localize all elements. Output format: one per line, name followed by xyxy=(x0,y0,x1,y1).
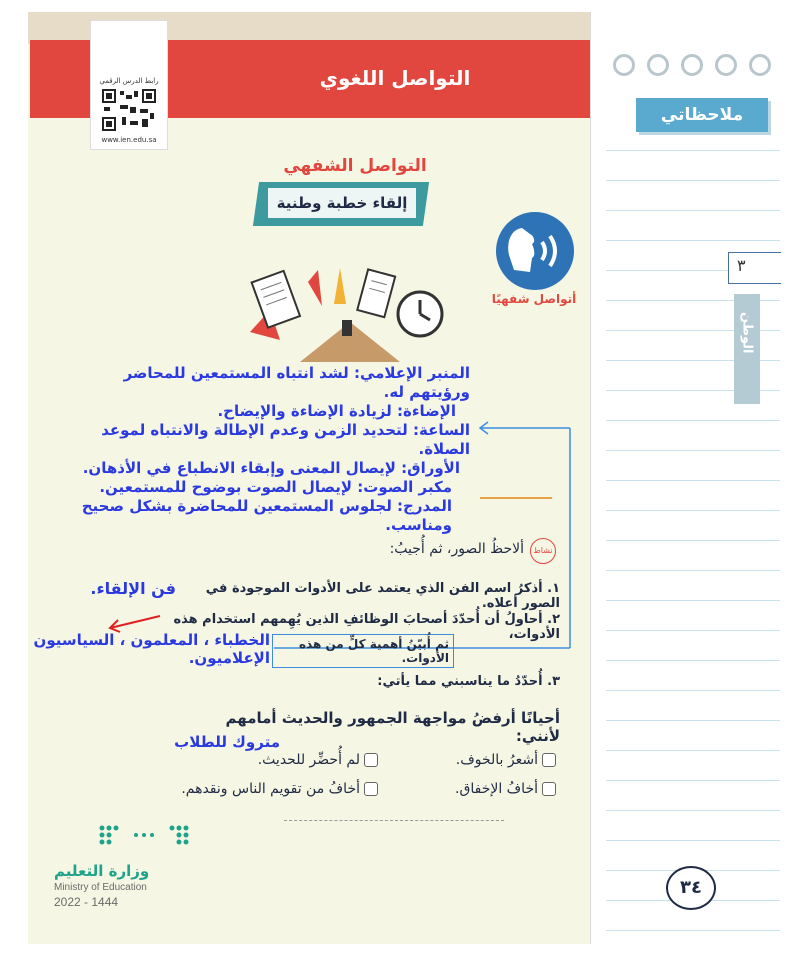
answer-2: الخطباء ، المعلمون ، السياسيون الإعلاميون. xyxy=(33,631,270,667)
ruled-line xyxy=(606,510,780,511)
choice-label: أخافُ من تقويم الناس ونقدهم. xyxy=(181,781,360,797)
choice-checkbox[interactable] xyxy=(364,782,378,796)
page-number: ٣٤ xyxy=(666,866,716,910)
ruled-line xyxy=(606,630,780,631)
question-text: أذكرُ اسم الفن الذي يعتمد على الأدوات الموجودة في الصور أعلاه. xyxy=(205,581,560,611)
ruled-line xyxy=(606,660,780,661)
left-to-students-note: متروك للطلاب xyxy=(174,733,280,751)
qr-url[interactable]: www.ien.edu.sa xyxy=(101,136,157,144)
speaking-head-icon xyxy=(496,212,574,290)
ministry-name-english: Ministry of Education xyxy=(54,882,147,893)
choice-3[interactable] xyxy=(410,781,556,797)
qr-card[interactable] xyxy=(90,20,168,150)
arrow-annotation xyxy=(104,610,164,634)
ruled-line xyxy=(606,750,780,751)
ruled-line xyxy=(606,600,780,601)
section-subheading: إلقاء خطبة وطنية xyxy=(268,188,416,218)
section-heading: التواصل الشفهي xyxy=(283,156,427,176)
choice-2[interactable] xyxy=(208,752,378,768)
ministry-logo-icon xyxy=(96,822,192,848)
choice-checkbox[interactable] xyxy=(542,753,556,767)
choice-1[interactable] xyxy=(410,752,556,768)
speaking-label: أتواصل شفهيًا xyxy=(491,292,577,306)
question-number: ٢. xyxy=(547,612,560,627)
podium-illustration xyxy=(230,262,470,362)
notes-lines xyxy=(598,0,780,955)
ruled-line xyxy=(606,690,780,691)
answer-line: ومناسب. xyxy=(385,516,452,534)
choice-checkbox[interactable] xyxy=(364,753,378,767)
speaking-icon xyxy=(496,212,574,290)
ruled-line xyxy=(606,540,780,541)
ministry-year: 2022 - 1444 xyxy=(54,895,119,909)
ruled-line xyxy=(606,780,780,781)
ruled-line xyxy=(606,930,780,931)
choice-prompt: أحيانًا أرفضُ مواجهة الجمهور والحديث أمامهم لأنني: xyxy=(225,709,560,745)
unit-number: ٣ xyxy=(737,256,746,275)
notes-title: ملاحظاتي xyxy=(660,105,744,125)
ruled-line xyxy=(606,210,780,211)
choice-label: أخافُ الإخفاق. xyxy=(455,781,538,797)
question-text: أُحدّدُ ما يناسبني مما يأتي: xyxy=(377,674,543,689)
divider xyxy=(284,820,504,821)
choice-checkbox[interactable] xyxy=(542,782,556,796)
answer-line: المدرج: لجلوس المستمعين للمحاضرة بشكل صحيح xyxy=(81,497,452,515)
choice-label: أشعرُ بالخوف. xyxy=(455,752,538,768)
ruled-line xyxy=(606,240,780,241)
choice-label: لم أُحضِّر للحديث. xyxy=(257,752,360,768)
qr-code-icon xyxy=(100,87,158,133)
unit-tab-label xyxy=(734,294,760,404)
question-2-continued: ثم أُبيّنُ أهمية كلٍّ من هذه الأدوات. xyxy=(272,634,454,668)
unit-tab xyxy=(728,252,781,284)
choice-4[interactable] xyxy=(150,781,378,797)
ruled-line xyxy=(606,420,780,421)
answer-line: الأوراق: لإيصال المعنى وإبقاء الانطباع في الأذهان. xyxy=(82,459,460,477)
ruled-line xyxy=(606,450,780,451)
answer-1: فن الإلقاء. xyxy=(90,579,176,598)
instruction: ألاحظُ الصور، ثم أُجيبُ: xyxy=(389,541,524,557)
unit-label-text: الوطن xyxy=(739,312,755,354)
ruled-line xyxy=(606,150,780,151)
ruled-line xyxy=(606,570,780,571)
answer-line: الساعة: لتحديد الزمن وعدم الإطالة والانتباه لموعد الصلاة. xyxy=(101,421,470,458)
banner-title: التواصل اللغوي xyxy=(319,66,471,90)
ruled-line xyxy=(606,810,780,811)
answer-line: الإضاءة: لزيادة الإضاءة والإيضاح. xyxy=(217,402,456,420)
question-text: أحاولُ أن أُحدّدَ أصحابَ الوظائفِ الذين يُهِمهم استخدام هذه الأدوات، xyxy=(173,612,560,642)
question-1 xyxy=(180,581,560,611)
question-3 xyxy=(300,674,560,689)
question-number: ٣. xyxy=(547,674,560,689)
answer-line: مكبر الصوت: لإيصال الصوت بوضوح للمستمعين. xyxy=(99,478,452,496)
ruled-line xyxy=(606,180,780,181)
ministry-name-arabic: وزارة التعليم xyxy=(54,862,150,880)
ruled-line xyxy=(606,480,780,481)
notes-title-box xyxy=(636,98,768,132)
question-number: ١. xyxy=(547,581,560,596)
qr-caption: رابط الدرس الرقمي xyxy=(99,77,159,85)
ruled-line xyxy=(606,720,780,721)
answer-line: المنبر الإعلامي: لشد انتباه المستمعين للمحاضر ورؤيتهم له. xyxy=(123,364,470,401)
ruled-line xyxy=(606,840,780,841)
activity-badge: نشاط xyxy=(530,538,556,564)
